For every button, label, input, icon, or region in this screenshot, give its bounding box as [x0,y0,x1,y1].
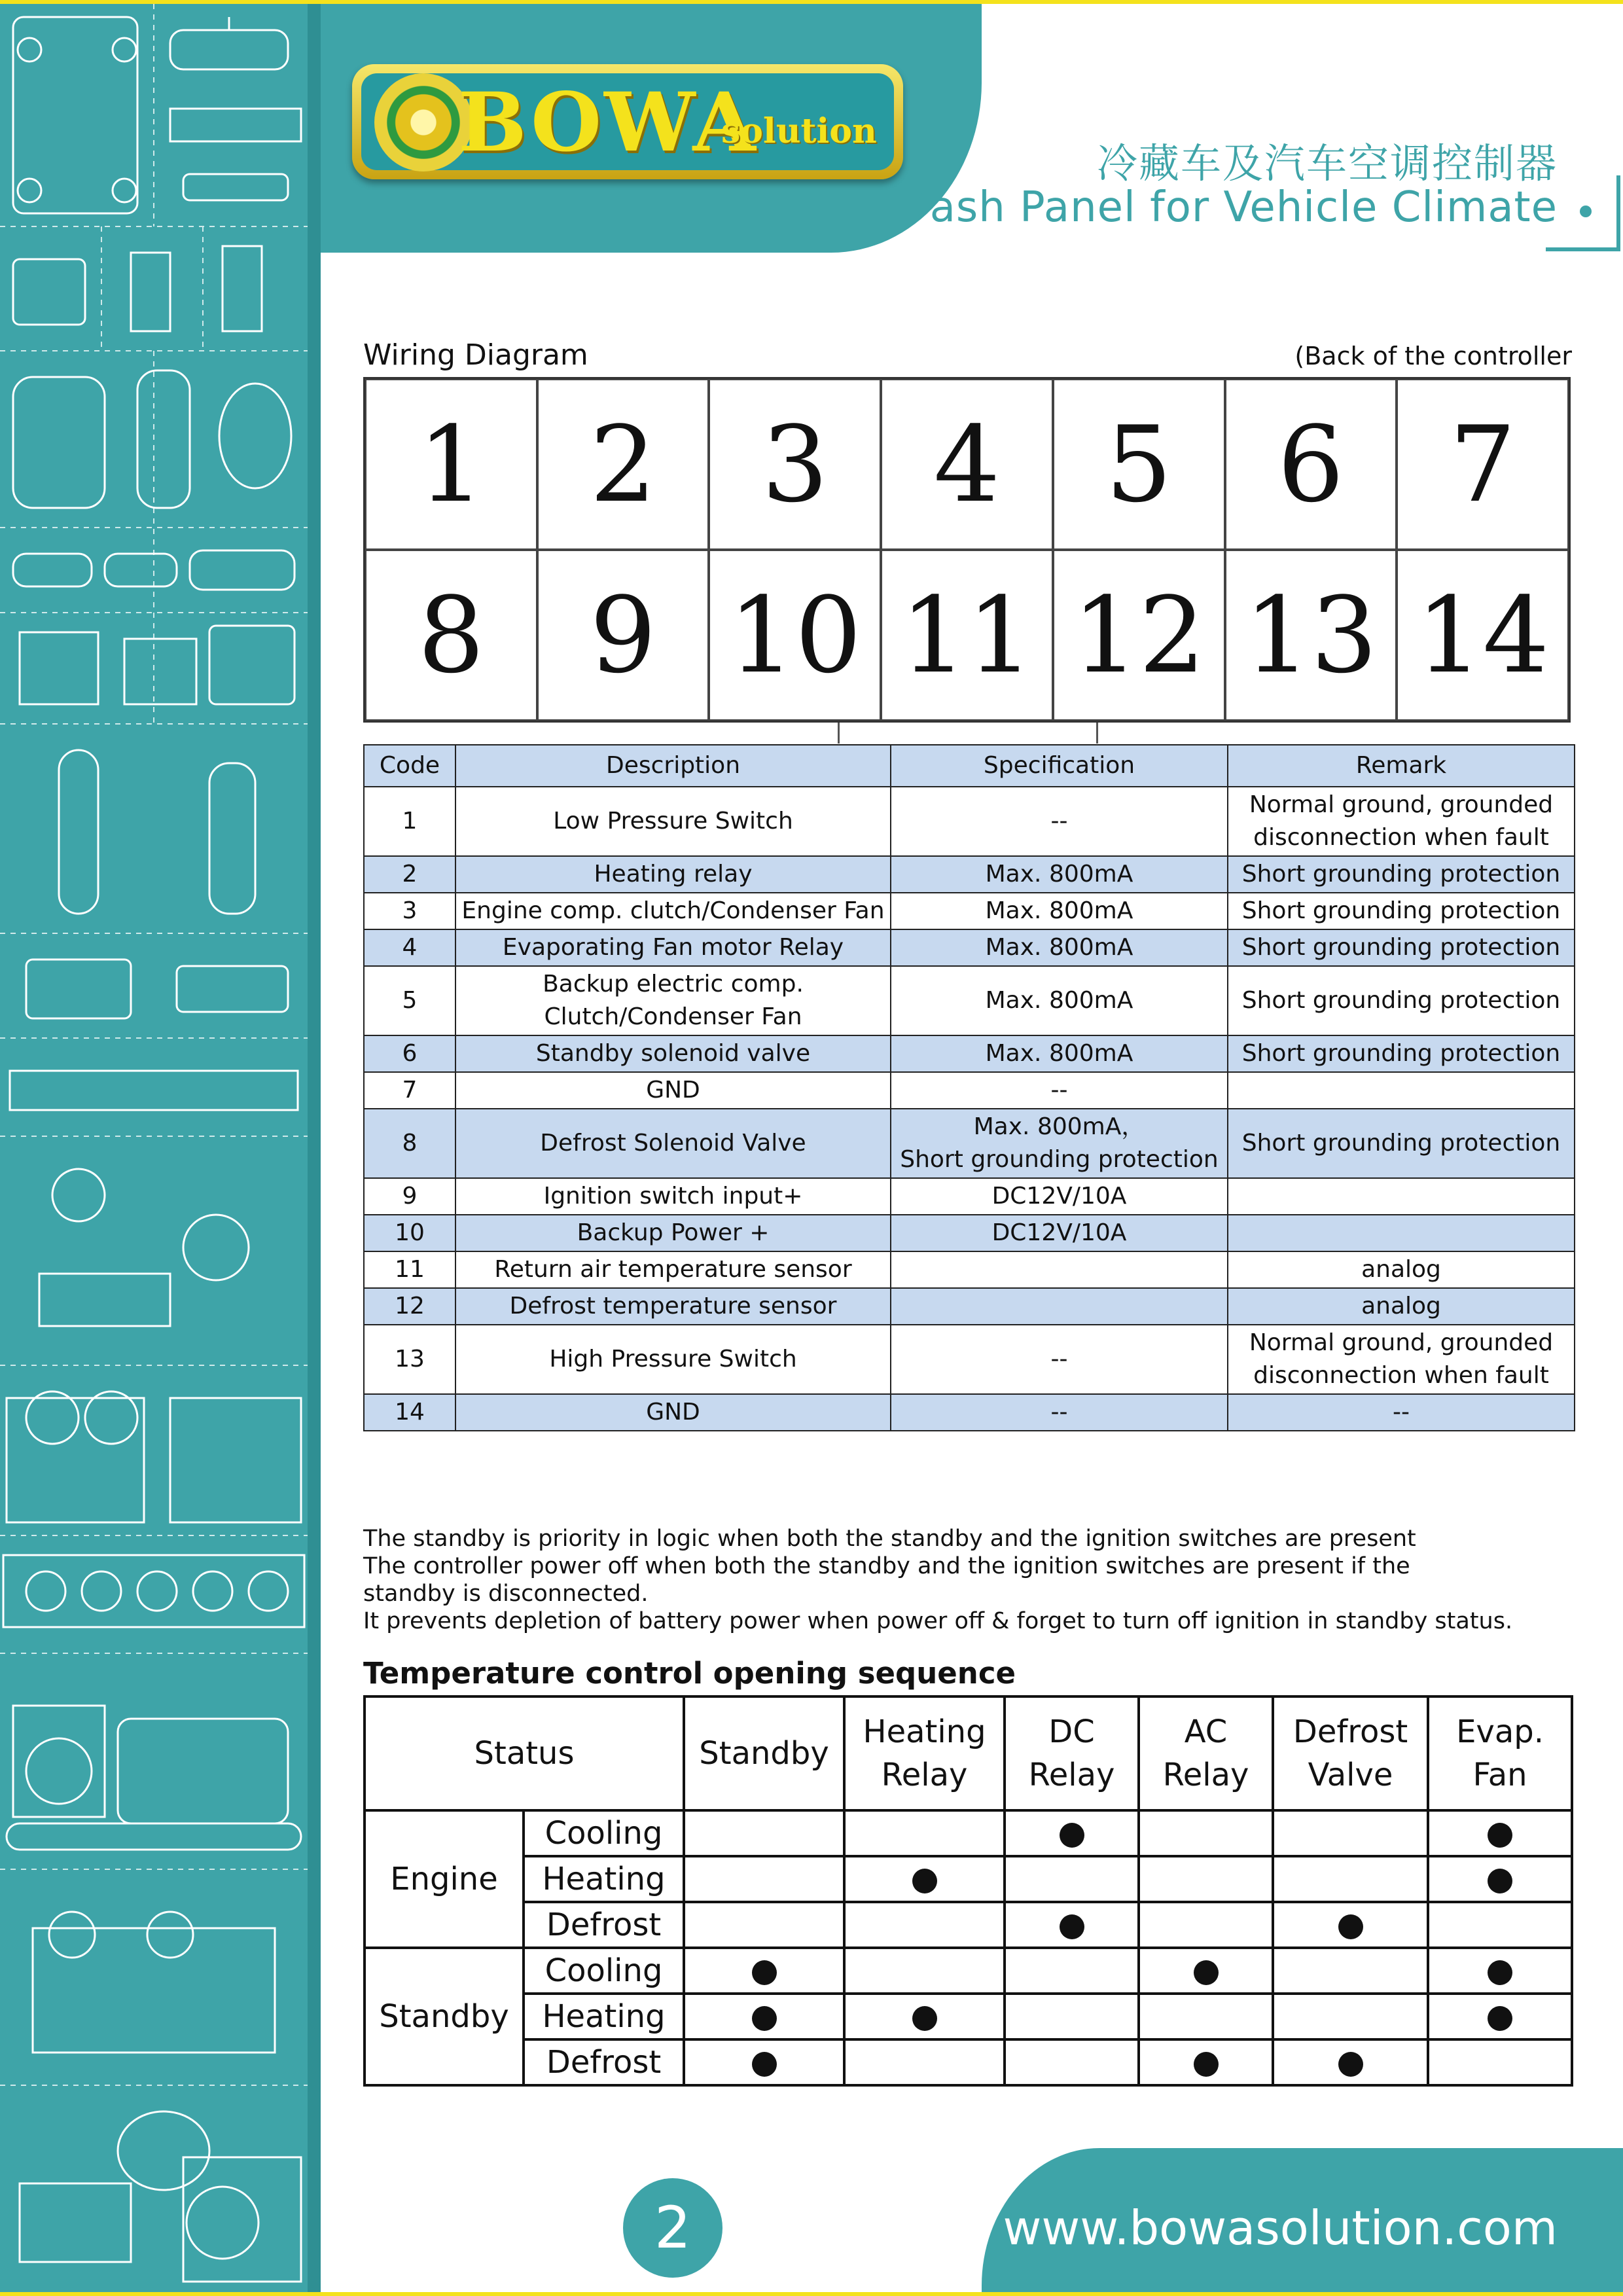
product-line-drawings [0,4,308,2292]
spec-row [364,1288,1575,1325]
cell-text-line: analog [1361,1293,1441,1319]
pin-cell: 13 [1225,550,1397,721]
state-cell [844,1902,1005,1948]
remark-cell [1228,1288,1575,1325]
state-cell [1273,2039,1428,2085]
active-dot-icon [912,1869,937,1893]
pin-cell: 8 [365,550,537,721]
mode-cell: Defrost [524,2039,684,2085]
spec-row [364,1035,1575,1072]
cell-text-line: Low Pressure Switch [553,808,793,834]
pin-code-cell: 11 [364,1251,455,1288]
sequence-table [363,1695,1573,2087]
cell-text-line: Short grounding protection [1241,1040,1561,1067]
cell-text-line: disconnection when fault [1253,1362,1549,1389]
pin-cell: 4 [881,379,1053,550]
spec-cell [891,787,1228,856]
power-source-cell: Engine [365,1810,524,1948]
spec-row [364,1394,1575,1431]
remark-cell [1228,1035,1575,1072]
connector-tick [1096,723,1098,744]
output-column-header [844,1696,1005,1810]
active-dot-icon [1194,1960,1219,1985]
desc-cell [455,856,891,893]
cell-text-line: Short grounding protection [1241,934,1561,961]
mode-cell: Defrost [524,1902,684,1948]
pin-cell: 1 [365,379,537,550]
remark-cell [1228,856,1575,893]
note-line: The controller power off when both the standby and the ignition switches are present if the [363,1553,1410,1579]
pin-cell: 14 [1397,550,1569,721]
active-dot-icon [1060,1914,1084,1939]
spec-cell [891,1109,1228,1178]
state-cell [1139,1994,1273,2039]
logo-brand-name: BOWA [458,75,758,170]
cell-text-line: Standby solenoid valve [535,1040,811,1067]
state-cell [1273,1948,1428,1994]
spec-cell [891,1035,1228,1072]
spec-cell [891,966,1228,1035]
cell-text-line: Evap. [1456,1713,1544,1750]
state-cell [1139,1948,1273,1994]
state-cell [1428,2039,1572,2085]
sequence-row [365,2039,1572,2085]
state-cell [1428,1856,1572,1902]
cell-text-line: DC [1048,1713,1095,1750]
cell-text-line: GND [646,1399,700,1426]
bottom-accent-line [0,2292,1623,2296]
state-cell [1139,2039,1273,2085]
state-cell [684,1948,844,1994]
cell-text-line: GND [646,1077,700,1103]
state-cell [844,1856,1005,1902]
pin-code-cell: 5 [364,966,455,1035]
mode-cell: Heating [524,1994,684,2039]
output-column-header [1139,1696,1273,1810]
active-dot-icon [752,1960,777,1985]
output-column-header [1273,1696,1428,1810]
cell-text-line: Evaporating Fan motor Relay [502,934,844,961]
state-cell [844,1810,1005,1856]
output-column-header [684,1696,844,1810]
spec-row [364,1325,1575,1394]
desc-cell [455,787,891,856]
connector-tick [838,723,840,744]
active-dot-icon [752,2052,777,2077]
pin-code-cell: 2 [364,856,455,893]
pin-code-cell: 10 [364,1215,455,1251]
cell-text-line: -- [1050,1346,1068,1372]
pin-spec-table [363,744,1575,1431]
remark-cell [1228,1178,1575,1215]
active-dot-icon [1488,1823,1512,1848]
sequence-header-row [365,1696,1572,1810]
pin-code-cell: 8 [364,1109,455,1178]
sequence-row [365,1948,1572,1994]
state-cell [1005,1948,1139,1994]
page-number: 2 [623,2178,722,2278]
state-cell [684,1994,844,2039]
state-cell [1273,1810,1428,1856]
cell-text-line: Defrost [1293,1713,1408,1750]
pin-cell: 6 [1225,379,1397,550]
column-header: Code [364,745,455,787]
cell-text-line: disconnection when fault [1253,824,1549,851]
cell-text-line: Ignition switch input+ [543,1183,803,1210]
column-header: Specification [891,745,1228,787]
note-line: standby is disconnected. [363,1581,649,1607]
pin-code-cell: 1 [364,787,455,856]
remark-cell [1228,1251,1575,1288]
pin-code-cell: 4 [364,929,455,966]
spec-cell [891,929,1228,966]
spec-row [364,1251,1575,1288]
column-header: Description [455,745,891,787]
cell-text-line: Relay [881,1757,968,1793]
pin-code-cell: 9 [364,1178,455,1215]
spec-cell [891,1288,1228,1325]
mode-cell: Cooling [524,1810,684,1856]
pin-cell: 11 [881,550,1053,721]
pin-layout-grid [363,377,1571,723]
pin-code-cell: 7 [364,1072,455,1109]
state-cell [1428,1810,1572,1856]
mode-cell: Cooling [524,1948,684,1994]
cell-text-line: -- [1050,1077,1068,1103]
state-cell [684,1856,844,1902]
state-cell [844,1994,1005,2039]
pin-cell: 5 [1053,379,1225,550]
spec-cell [891,893,1228,929]
remark-cell [1228,966,1575,1035]
state-cell [1005,1902,1139,1948]
cell-text-line: -- [1050,808,1068,834]
desc-cell [455,1325,891,1394]
state-cell [1273,1856,1428,1902]
column-header: Remark [1228,745,1575,787]
cell-text-line: Normal ground, grounded [1249,791,1554,818]
output-column-header [1428,1696,1572,1810]
spec-cell [891,1072,1228,1109]
title-chinese: 冷藏车及汽车空调控制器 [1096,139,1558,187]
cell-text-line: Short grounding protection [1241,1130,1561,1157]
remark-cell [1228,1394,1575,1431]
cell-text-line: Standby [699,1735,829,1772]
state-cell [1005,1810,1139,1856]
cell-text-line: Heating relay [594,861,753,888]
sequence-row [365,1902,1572,1948]
state-cell [1273,1994,1428,2039]
state-cell [1428,1902,1572,1948]
spec-row [364,893,1575,929]
cell-text-line: Backup electric comp. [543,971,804,997]
desc-cell [455,1288,891,1325]
status-header: Status [365,1696,684,1810]
state-cell [684,2039,844,2085]
remark-cell [1228,1109,1575,1178]
sequence-title: Temperature control opening sequence [363,1656,1016,1691]
cell-text-line: Fan [1472,1757,1527,1793]
remark-cell [1228,1325,1575,1394]
cell-text-line: Max. 800mA [985,897,1133,924]
pin-cell: 10 [709,550,881,721]
pin-cell: 7 [1397,379,1569,550]
cell-text-line: Max. 800mA [985,1040,1133,1067]
cell-text-line: Max. 800mA [985,861,1133,888]
state-cell [1139,1902,1273,1948]
pin-code-cell: 14 [364,1394,455,1431]
active-dot-icon [752,2006,777,2031]
output-column-header [1005,1696,1139,1810]
cell-text-line: Clutch/Condenser Fan [544,1003,802,1030]
spec-cell [891,1178,1228,1215]
pin-cell: 2 [537,379,709,550]
state-cell [844,2039,1005,2085]
cell-text-line: Short grounding protection [900,1146,1219,1173]
wiring-diagram-note: (Back of the controller [1294,342,1572,370]
spec-row [364,1072,1575,1109]
pin-cell: 9 [537,550,709,721]
active-dot-icon [1194,2052,1219,2077]
remark-cell [1228,893,1575,929]
cell-text-line: Normal ground, grounded [1249,1329,1554,1356]
website-link[interactable]: www.bowasolution.com [1003,2200,1558,2255]
desc-cell [455,1251,891,1288]
cell-text-line: Return air temperature sensor [494,1256,852,1283]
remark-cell [1228,929,1575,966]
desc-cell [455,1215,891,1251]
state-cell [1428,1948,1572,1994]
desc-cell [455,966,891,1035]
desc-cell [455,1394,891,1431]
pin-code-cell: 13 [364,1325,455,1394]
pin-code-cell: 3 [364,893,455,929]
desc-cell [455,1072,891,1109]
cell-text-line: AC [1184,1713,1228,1750]
remark-cell [1228,1215,1575,1251]
cell-text-line: Max. 800mA， [973,1113,1145,1140]
power-source-cell: Standby [365,1948,524,2085]
spec-row [364,929,1575,966]
sequence-row [365,1810,1572,1856]
remark-cell [1228,1072,1575,1109]
pin-cell: 12 [1053,550,1225,721]
title-bracket-decoration [1546,175,1620,251]
state-cell [684,1810,844,1856]
cell-text-line: analog [1361,1256,1441,1283]
logo-brand-suffix: solution [721,111,877,151]
pin-cell: 3 [709,379,881,550]
cell-text-line: Defrost temperature sensor [509,1293,837,1319]
mode-cell: Heating [524,1856,684,1902]
state-cell [1139,1856,1273,1902]
cell-text-line: Max. 800mA [985,934,1133,961]
state-cell [1005,1856,1139,1902]
sequence-row [365,1994,1572,2039]
cell-text-line: Engine comp. clutch/Condenser Fan [461,897,885,924]
active-dot-icon [1488,2006,1512,2031]
spec-row [364,856,1575,893]
cell-text-line: Relay [1028,1757,1115,1793]
cell-text-line: DC12V/10A [991,1183,1127,1210]
cell-text-line: -- [1050,1399,1068,1426]
cell-text-line: Relay [1162,1757,1249,1793]
spec-cell [891,1394,1228,1431]
sequence-table-body [365,1696,1572,2085]
active-dot-icon [1488,1869,1512,1893]
state-cell [1005,2039,1139,2085]
desc-cell [455,1178,891,1215]
desc-cell [455,893,891,929]
cell-text-line: DC12V/10A [991,1219,1127,1246]
cell-text-line: Short grounding protection [1241,861,1561,888]
active-dot-icon [1338,2052,1363,2077]
spec-cell [891,1325,1228,1394]
state-cell [1005,1994,1139,2039]
state-cell [1139,1810,1273,1856]
cell-text-line: Max. 800mA [985,987,1133,1014]
state-cell [684,1902,844,1948]
active-dot-icon [1338,1914,1363,1939]
active-dot-icon [1060,1823,1084,1848]
note-line: The standby is priority in logic when both the standby and the ignition switches are present [363,1526,1416,1552]
note-line: It prevents depletion of battery power when power off & forget to turn off ignition in standby status. [363,1608,1513,1634]
cell-text-line: -- [1393,1399,1410,1426]
sequence-row [365,1856,1572,1902]
spec-cell [891,856,1228,893]
spec-cell [891,1251,1228,1288]
state-cell [844,1948,1005,1994]
active-dot-icon [912,2006,937,2031]
standby-logic-notes [363,1525,1587,1635]
cell-text-line: Defrost Solenoid Valve [540,1130,806,1157]
cell-text-line: High Pressure Switch [549,1346,797,1372]
active-dot-icon [1488,1960,1512,1985]
desc-cell [455,1035,891,1072]
spec-row [364,1178,1575,1215]
wiring-diagram-title: Wiring Diagram [363,338,588,372]
remark-cell [1228,787,1575,856]
desc-cell [455,929,891,966]
spec-table-header-row [364,745,1575,787]
spec-table-body [364,787,1575,1431]
product-illustration-strip [0,4,308,2292]
cell-text-line: Backup Power + [577,1219,770,1246]
title-english: Dash Panel for Vehicle Climate [897,183,1558,232]
state-cell [1273,1902,1428,1948]
cell-text-line: Heating [863,1713,986,1750]
spec-row [364,1109,1575,1178]
cell-text-line: Valve [1308,1757,1393,1793]
cell-text-line: Short grounding protection [1241,987,1561,1014]
pin-code-cell: 6 [364,1035,455,1072]
state-cell [1428,1994,1572,2039]
sidebar-edge-stripe [308,4,321,2292]
spec-row [364,966,1575,1035]
spec-cell [891,1215,1228,1251]
cell-text-line: Short grounding protection [1241,897,1561,924]
spec-row [364,787,1575,856]
pin-code-cell: 12 [364,1288,455,1325]
spec-row [364,1215,1575,1251]
desc-cell [455,1109,891,1178]
